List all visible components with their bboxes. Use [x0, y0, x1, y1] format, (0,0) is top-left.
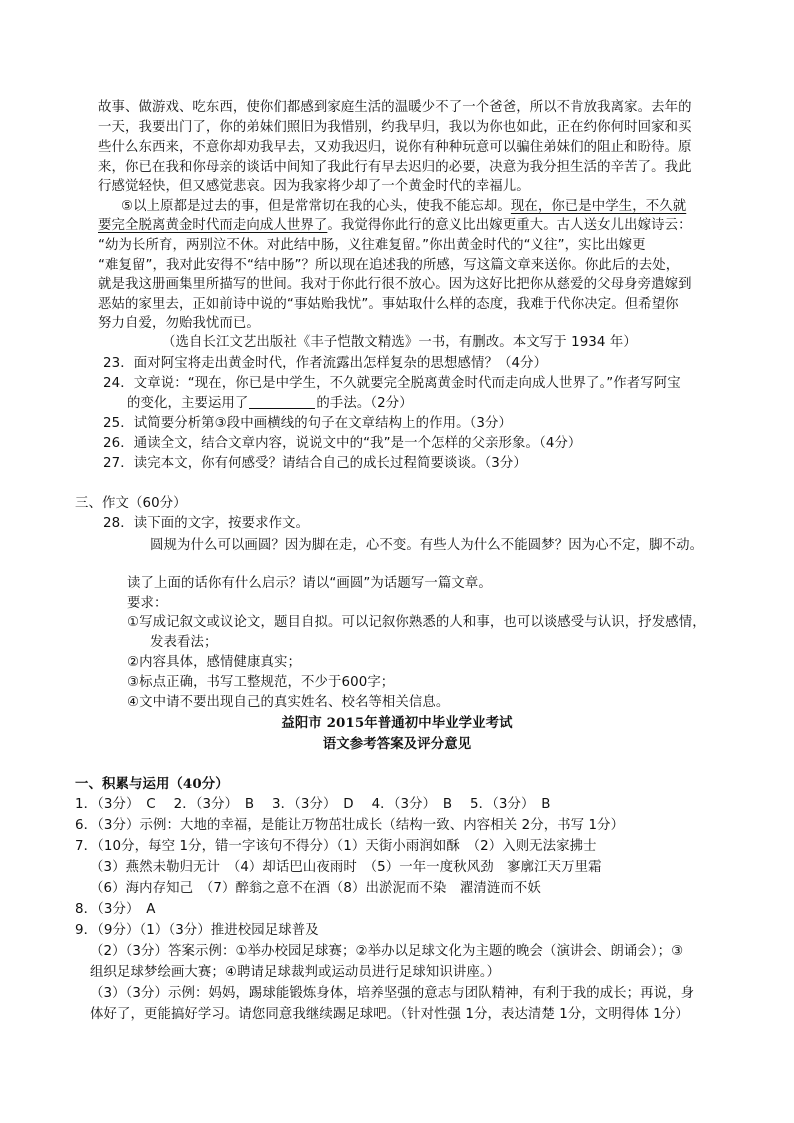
question-25: 25．试简要分析第③段中画横线的句子在文章结构上的作用。（3分）	[103, 416, 512, 431]
question-24-cont	[127, 394, 413, 414]
answer-line: 9．（9分）（1）（3分）推进校园足球普及	[75, 923, 319, 938]
requirement-item: ③标点正确，书写工整规范，不少于600字；	[127, 675, 395, 690]
question-24: 24．文章说：“现在，你已是中学生，不久就要完全脱离黄金时代而走向成人世界了。”作者写阿宝	[103, 376, 681, 391]
requirement-item: ④文中请不要出现自己的真实姓名、校名等相关信息。	[127, 695, 450, 710]
question-26: 26．通读全文，结合文章内容，说说文中的“我”是一个怎样的父亲形象。（4分）	[103, 436, 582, 451]
underlined-sentence: 要完全脱离黄金时代而走向成人世界了	[98, 218, 328, 233]
answer-blank	[249, 394, 315, 409]
passage-line	[121, 197, 686, 217]
passage-text: 。我觉得你此行的意义比出嫁更重大。古人送女儿出嫁诗云：	[327, 218, 692, 233]
answer-line: （3）燕然未勒归无计 （4）却话巴山夜雨时 （5）一年一度秋风劲 寥廓江天万里霜	[90, 860, 602, 875]
answer-line: 7．（10分，每空 1分，错一字该句不得分）（1）天街小雨润如酥 （2）入则无法家拂士	[75, 839, 597, 854]
answer-subtitle: 语文参考答案及评分意见	[322, 736, 472, 752]
answer-line: （6）海内存知己 （7）醉翁之意不在酒（8）出淤泥而不染 濯清涟而不妖	[90, 881, 541, 896]
question-27: 27．读完本文，你有何感受？请结合自己的成长过程简要谈谈。（3分）	[103, 456, 527, 471]
passage-line: 来，你已在我和你母亲的谈话中间知了我此行有早去迟归的必要，决意为我分担生活的辛苦了。我此	[98, 160, 692, 175]
answer-title: 益阳市 2015年普通初中毕业学业考试	[281, 715, 513, 731]
passage-line: 些什么东西来，不意你却劝我早去，又劝我迟归，说你有种种玩意可以骗住弟妹们的阻止和盼待。原	[98, 140, 692, 155]
question-28: 28．读下面的文字，按要求作文。	[103, 516, 310, 531]
question-23: 23．面对阿宝将走出黄金时代，作者流露出怎样复杂的思想感情？（4分）	[103, 356, 548, 371]
passage-line: “难复留”，我对此安得不“结中肠”？所以现在追述我的所感，写这篇文章来送你。你此后的去处，	[98, 258, 680, 273]
passage-line: “幼为长所育，两别泣不休。对此结中肠，义往难复留。”你出黄金时代的“义往”，实比出嫁更	[98, 238, 646, 253]
passage-line: 努力自爱，勿贻我忧而已。	[98, 316, 260, 331]
section-heading: 三、作文（60分）	[75, 496, 187, 511]
underlined-sentence: 现在，你已是中学生，不久就	[510, 199, 687, 214]
passage-source: （选自长江文艺出版社《丰子恺散文精选》一书，有删改。本文写于 1934 年）	[162, 335, 637, 350]
passage-line: 故事、做游戏、吃东西，使你们都感到家庭生活的温暖少不了一个爸爸，所以不肯放我离家。去年的	[98, 100, 692, 115]
answer-line: 6．（3分）示例：大地的幸福，是能让万物茁壮成长（结构一致、内容相关 2分，书写 1分）	[75, 818, 625, 833]
answer-line: 组织足球梦绘画大赛；④聘请足球裁判或运动员进行足球知识讲座。）	[90, 965, 501, 980]
answer-section-heading: 一、积累与运用（40分）	[75, 776, 229, 792]
passage-line: 行感觉轻快，但又感觉悲哀。因为我家将少却了一个黄金时代的幸福儿。	[98, 179, 530, 194]
composition-prompt: 读了上面的话你有什么启示？请以“画圆”为话题写一篇文章。	[127, 576, 492, 591]
answer-line: （2）（3分）答案示例：①举办校园足球赛；②举办以足球文化为主题的晚会（演讲会、朗诵会）；③	[90, 944, 684, 959]
requirement-item: ②内容具体，感情健康真实；	[127, 655, 301, 670]
requirement-item: 发表看法；	[150, 635, 218, 650]
answer-line: （3）（3分）示例：妈妈，踢球能锻炼身体，培养坚强的意志与团队精神，有利于我的成长；再说，身	[90, 986, 695, 1001]
passage-line: 就是我这册画集里所描写的世间。我对于你此行很不放心。因为这好比把你从慈爱的父母身旁遣嫁到	[98, 277, 692, 292]
answer-line: 1．（3分） C 2．（3分） B 3．（3分） D 4．（3分） B 5．（3分） B	[75, 797, 551, 812]
question-text: 的变化，主要运用了	[127, 396, 249, 411]
composition-quote: 圆规为什么可以画圆？因为脚在走，心不变。有些人为什么不能圆梦？因为心不定，脚不动。	[150, 538, 704, 553]
passage-line: 恶姑的家里去，正如前诗中说的“事姑贻我忧”。事姑取什么样的态度，我难于代你决定。但希望你	[98, 297, 679, 312]
requirement-item: ①写成记叙文或议论文，题目自拟。可以记叙你熟悉的人和事，也可以谈感受与认识，抒发感情，	[127, 615, 706, 630]
requirements-label: 要求：	[127, 596, 168, 611]
passage-text: ⑤以上原都是过去的事，但是常常切在我的心头，使我不能忘却。	[121, 199, 511, 214]
answer-line: 体好了，更能搞好学习。请您同意我继续踢足球吧。（针对性强 1分，表达清楚 1分，文明得体 1分）	[90, 1007, 689, 1022]
answer-line: 8．（3分） A	[75, 902, 156, 917]
passage-line	[98, 216, 692, 236]
question-text: 的手法。（2分）	[316, 396, 413, 411]
passage-line: 一天，我要出门了，你的弟妹们照旧为我惜别，约我早归，我以为你也如此，正在约你何时回家和买	[98, 120, 692, 135]
